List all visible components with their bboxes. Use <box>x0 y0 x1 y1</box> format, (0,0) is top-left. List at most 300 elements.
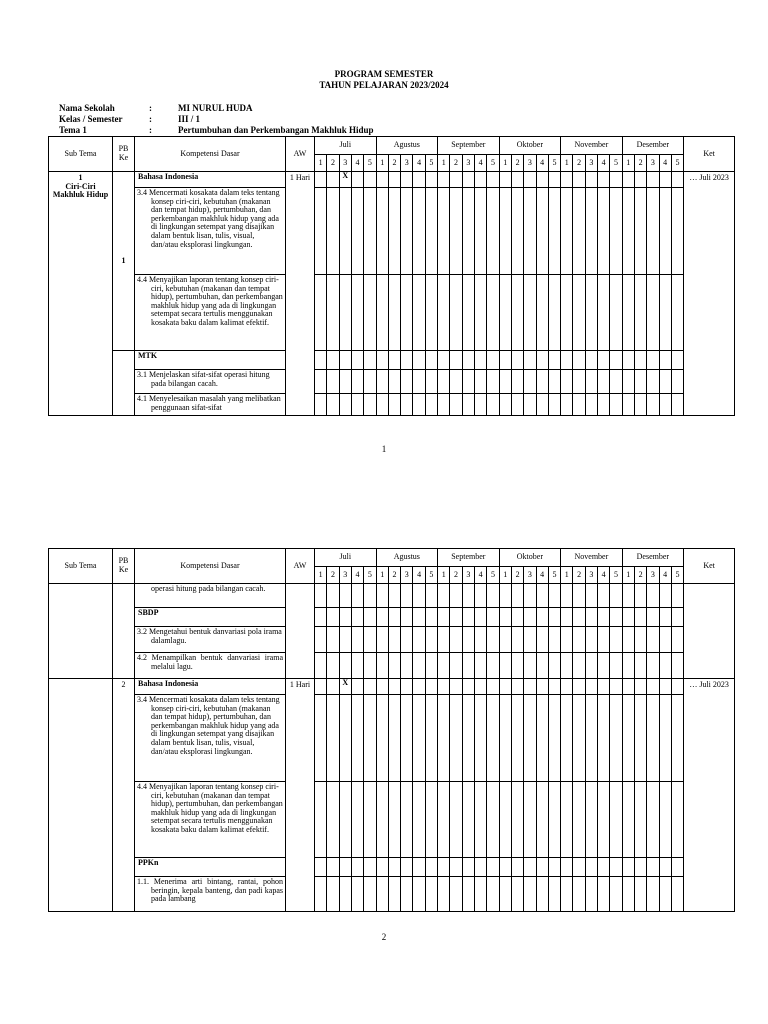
week-cell <box>511 653 523 679</box>
week-cell <box>450 627 462 653</box>
week-cell <box>425 584 437 608</box>
week-cell <box>548 653 560 679</box>
week-cell <box>401 627 413 653</box>
header-week: 3 <box>585 567 597 584</box>
week-cell <box>438 695 450 782</box>
header-week: 5 <box>671 155 683 172</box>
week-cell <box>585 695 597 782</box>
week-cell <box>376 627 388 653</box>
week-cell <box>364 627 376 653</box>
week-cell <box>474 172 486 188</box>
week-cell <box>487 627 499 653</box>
header-week: 1 <box>499 155 511 172</box>
week-cell <box>425 275 437 351</box>
week-cell <box>536 394 548 416</box>
week-cell <box>622 608 634 627</box>
week-cell <box>511 627 523 653</box>
week-cell <box>647 858 659 877</box>
week-cell <box>364 172 376 188</box>
week-cell <box>610 877 622 912</box>
week-cell <box>351 653 363 679</box>
week-cell <box>474 188 486 275</box>
header-week: 4 <box>598 155 610 172</box>
week-cell <box>364 653 376 679</box>
week-cell <box>561 394 573 416</box>
week-cell <box>511 370 523 394</box>
week-cell <box>598 679 610 695</box>
week-cell <box>388 275 400 351</box>
week-cell <box>315 275 327 351</box>
week-cell <box>561 351 573 370</box>
week-cell <box>450 608 462 627</box>
week-cell <box>671 275 683 351</box>
week-cell <box>548 679 560 695</box>
week-cell <box>598 584 610 608</box>
week-cell <box>462 653 474 679</box>
week-cell <box>401 608 413 627</box>
week-cell <box>351 188 363 275</box>
week-cell <box>499 679 511 695</box>
header-week: 2 <box>511 567 523 584</box>
week-cell <box>499 608 511 627</box>
week-cell <box>585 877 597 912</box>
week-cell <box>376 679 388 695</box>
week-cell <box>536 608 548 627</box>
header-month: Oktober <box>499 549 561 567</box>
header-week: 4 <box>351 155 363 172</box>
header-week: 4 <box>474 567 486 584</box>
week-cell <box>561 679 573 695</box>
week-cell <box>351 608 363 627</box>
header-month: Juli <box>315 549 377 567</box>
week-cell <box>573 858 585 877</box>
week-cell <box>376 188 388 275</box>
week-cell <box>474 608 486 627</box>
week-cell <box>388 877 400 912</box>
week-cell <box>610 679 622 695</box>
week-cell <box>622 858 634 877</box>
week-cell <box>659 584 671 608</box>
week-cell <box>425 172 437 188</box>
week-cell <box>561 584 573 608</box>
week-cell <box>647 188 659 275</box>
week-cell <box>401 858 413 877</box>
week-cell <box>511 351 523 370</box>
week-cell <box>315 627 327 653</box>
week-cell <box>634 877 646 912</box>
week-cell <box>585 782 597 858</box>
header-week: 4 <box>659 155 671 172</box>
kd-item: 1.1. Menerima arti bintang, rantai, pohon beringin, kepala banteng, dan padi kapas pada lambang <box>135 877 286 912</box>
week-cell <box>474 370 486 394</box>
kd-item: 3.2 Mengetahui bentuk danvariasi pola irama dalamlagu. <box>135 627 286 653</box>
week-cell <box>573 172 585 188</box>
header-aw: AW <box>286 549 315 584</box>
week-cell <box>487 351 499 370</box>
header-week: 4 <box>474 155 486 172</box>
week-cell <box>647 172 659 188</box>
week-cell <box>647 653 659 679</box>
week-cell <box>487 608 499 627</box>
week-cell <box>524 394 536 416</box>
week-cell <box>425 394 437 416</box>
week-cell <box>388 627 400 653</box>
week-cell <box>487 370 499 394</box>
week-cell <box>364 679 376 695</box>
week-cell <box>388 679 400 695</box>
week-cell <box>425 653 437 679</box>
week-cell <box>339 608 351 627</box>
header-week: 4 <box>536 567 548 584</box>
week-cell <box>364 782 376 858</box>
week-cell <box>647 608 659 627</box>
week-cell <box>647 627 659 653</box>
page-number: 2 <box>381 932 387 942</box>
info-school: Nama Sekolah : MI NURUL HUDA <box>59 103 253 113</box>
week-cell <box>388 351 400 370</box>
week-cell <box>327 627 339 653</box>
week-cell <box>622 782 634 858</box>
header-week: 3 <box>462 155 474 172</box>
week-cell <box>462 858 474 877</box>
week-cell <box>610 584 622 608</box>
week-cell <box>401 351 413 370</box>
week-cell <box>413 679 425 695</box>
week-cell <box>487 858 499 877</box>
header-week: 1 <box>622 155 634 172</box>
document-title: PROGRAM SEMESTER <box>334 69 434 79</box>
week-cell <box>388 653 400 679</box>
week-cell <box>671 351 683 370</box>
week-cell <box>499 394 511 416</box>
week-cell <box>659 782 671 858</box>
week-cell <box>450 584 462 608</box>
week-cell <box>376 695 388 782</box>
week-cell <box>376 172 388 188</box>
header-week: 3 <box>401 155 413 172</box>
week-cell <box>659 370 671 394</box>
week-cell <box>388 394 400 416</box>
week-cell <box>438 275 450 351</box>
week-cell <box>647 695 659 782</box>
week-cell <box>585 653 597 679</box>
week-cell <box>561 877 573 912</box>
week-cell <box>671 172 683 188</box>
week-cell <box>573 695 585 782</box>
week-cell <box>524 351 536 370</box>
header-week: 5 <box>671 567 683 584</box>
week-cell <box>438 782 450 858</box>
header-week: 5 <box>425 155 437 172</box>
header-week: 2 <box>388 567 400 584</box>
week-cell <box>339 394 351 416</box>
week-cell <box>351 351 363 370</box>
header-week: 5 <box>364 567 376 584</box>
week-cell <box>634 858 646 877</box>
week-cell <box>474 695 486 782</box>
week-cell <box>536 172 548 188</box>
week-cell <box>351 877 363 912</box>
week-cell <box>647 370 659 394</box>
week-cell <box>634 653 646 679</box>
week-cell <box>671 695 683 782</box>
week-cell <box>548 188 560 275</box>
week-cell <box>474 275 486 351</box>
week-cell <box>573 394 585 416</box>
week-cell <box>315 653 327 679</box>
header-week: 1 <box>622 567 634 584</box>
week-cell <box>413 172 425 188</box>
week-cell <box>462 275 474 351</box>
week-cell <box>585 858 597 877</box>
header-week: 5 <box>487 567 499 584</box>
week-cell <box>548 877 560 912</box>
subject-label: PPKn <box>135 858 286 877</box>
week-cell <box>438 653 450 679</box>
week-cell <box>376 275 388 351</box>
week-cell <box>598 858 610 877</box>
header-pb-ke: PB Ke <box>113 137 135 172</box>
program-table-page2 <box>48 548 735 912</box>
week-cell <box>622 695 634 782</box>
header-week: 3 <box>524 567 536 584</box>
document-subtitle: TAHUN PELAJARAN 2023/2024 <box>319 80 449 90</box>
week-cell <box>548 351 560 370</box>
week-cell <box>598 627 610 653</box>
week-cell <box>671 394 683 416</box>
week-cell <box>573 351 585 370</box>
week-cell <box>462 188 474 275</box>
week-cell <box>524 370 536 394</box>
week-cell <box>585 351 597 370</box>
week-cell <box>401 782 413 858</box>
week-cell <box>327 877 339 912</box>
week-cell <box>474 858 486 877</box>
week-cell <box>376 782 388 858</box>
week-cell <box>376 653 388 679</box>
week-cell <box>474 653 486 679</box>
week-cell <box>450 858 462 877</box>
week-cell <box>401 679 413 695</box>
header-week: 2 <box>634 567 646 584</box>
week-cell <box>474 877 486 912</box>
week-cell <box>413 370 425 394</box>
week-cell <box>548 858 560 877</box>
aw-cell: 1 Hari <box>286 679 315 912</box>
week-cell <box>536 679 548 695</box>
week-cell <box>511 877 523 912</box>
week-cell <box>610 351 622 370</box>
week-cell <box>536 877 548 912</box>
week-cell <box>524 877 536 912</box>
week-cell <box>634 172 646 188</box>
week-cell <box>401 877 413 912</box>
week-cell <box>413 584 425 608</box>
subject-label: Bahasa Indonesia <box>135 172 286 188</box>
header-week: 4 <box>351 567 363 584</box>
week-cell <box>511 188 523 275</box>
week-cell <box>585 584 597 608</box>
week-cell <box>634 608 646 627</box>
header-week: 3 <box>401 567 413 584</box>
header-kompetensi: Kompetensi Dasar <box>135 549 286 584</box>
week-cell <box>511 584 523 608</box>
week-cell <box>351 695 363 782</box>
header-week: 5 <box>364 155 376 172</box>
week-cell <box>364 877 376 912</box>
week-cell <box>339 584 351 608</box>
header-week: 3 <box>585 155 597 172</box>
week-cell <box>671 608 683 627</box>
week-cell <box>622 351 634 370</box>
week-cell <box>548 394 560 416</box>
week-cell <box>511 172 523 188</box>
week-cell <box>327 653 339 679</box>
week-cell <box>438 370 450 394</box>
week-cell <box>536 653 548 679</box>
kd-item: operasi hitung pada bilangan cacah. <box>135 584 286 608</box>
week-mark: X <box>339 679 351 695</box>
week-cell <box>671 188 683 275</box>
header-week: 4 <box>413 155 425 172</box>
week-cell <box>610 370 622 394</box>
week-cell <box>548 172 560 188</box>
week-cell <box>634 679 646 695</box>
week-cell <box>561 608 573 627</box>
week-cell <box>499 858 511 877</box>
week-cell <box>425 877 437 912</box>
week-cell <box>524 782 536 858</box>
week-cell <box>351 627 363 653</box>
week-cell <box>315 394 327 416</box>
week-cell <box>376 608 388 627</box>
week-cell <box>671 858 683 877</box>
week-cell <box>671 877 683 912</box>
week-cell <box>450 695 462 782</box>
week-cell <box>622 172 634 188</box>
week-cell <box>671 782 683 858</box>
week-cell <box>573 370 585 394</box>
week-cell <box>610 627 622 653</box>
header-week: 4 <box>659 567 671 584</box>
week-cell <box>401 394 413 416</box>
week-cell <box>511 782 523 858</box>
week-cell <box>499 782 511 858</box>
header-week: 5 <box>548 567 560 584</box>
ket-cell: … Juli 2023 <box>684 172 735 416</box>
kd-item: 4.1 Menyelesaikan masalah yang melibatkan penggunaan sifat-sifat <box>135 394 286 416</box>
week-cell <box>561 370 573 394</box>
week-cell <box>524 858 536 877</box>
week-cell <box>647 394 659 416</box>
week-cell <box>561 858 573 877</box>
week-cell <box>585 394 597 416</box>
week-cell <box>413 608 425 627</box>
week-cell <box>585 627 597 653</box>
week-cell <box>585 188 597 275</box>
week-cell <box>413 627 425 653</box>
week-cell <box>462 877 474 912</box>
week-cell <box>388 695 400 782</box>
week-cell <box>474 782 486 858</box>
week-cell <box>536 275 548 351</box>
week-cell <box>487 877 499 912</box>
week-cell <box>524 275 536 351</box>
week-cell <box>573 627 585 653</box>
week-cell <box>622 584 634 608</box>
kd-item: 3.4 Mencermati kosakata dalam teks tentang konsep ciri-ciri, kebutuhan (makanan dan tempat hidup), pertumbuhan, dan perkembangan makhluk hidup yang ada di lingkungan setempat yang disajikan dalam bentuk lisan, tulis, visual, dan/atau eksplorasi lingkungan. <box>135 188 286 275</box>
week-cell <box>339 627 351 653</box>
week-cell <box>548 627 560 653</box>
header-week: 1 <box>499 567 511 584</box>
header-month: September <box>438 137 500 155</box>
week-cell <box>388 584 400 608</box>
week-cell <box>351 584 363 608</box>
week-cell <box>659 351 671 370</box>
week-cell <box>598 608 610 627</box>
week-cell <box>413 394 425 416</box>
week-cell <box>425 608 437 627</box>
week-cell <box>450 172 462 188</box>
week-cell <box>388 188 400 275</box>
header-week: 2 <box>388 155 400 172</box>
week-cell <box>536 782 548 858</box>
week-cell <box>622 370 634 394</box>
week-cell <box>450 370 462 394</box>
week-cell <box>364 351 376 370</box>
week-cell <box>511 394 523 416</box>
week-cell <box>315 782 327 858</box>
header-week: 5 <box>487 155 499 172</box>
week-cell <box>499 627 511 653</box>
week-cell <box>499 695 511 782</box>
week-cell <box>499 275 511 351</box>
week-cell <box>487 172 499 188</box>
week-cell <box>425 695 437 782</box>
week-cell <box>351 858 363 877</box>
week-cell <box>598 653 610 679</box>
header-week: 4 <box>413 567 425 584</box>
program-table-page1 <box>48 136 735 416</box>
week-cell <box>610 394 622 416</box>
week-cell <box>511 275 523 351</box>
week-cell <box>462 627 474 653</box>
week-cell <box>634 188 646 275</box>
week-cell <box>585 679 597 695</box>
week-cell <box>401 584 413 608</box>
week-cell <box>364 370 376 394</box>
week-cell <box>536 695 548 782</box>
week-cell <box>327 275 339 351</box>
week-cell <box>634 394 646 416</box>
week-cell <box>499 584 511 608</box>
week-cell <box>376 584 388 608</box>
week-cell <box>474 351 486 370</box>
header-week: 3 <box>647 567 659 584</box>
week-cell <box>524 653 536 679</box>
week-cell <box>536 584 548 608</box>
header-week: 3 <box>524 155 536 172</box>
week-cell <box>573 584 585 608</box>
week-cell <box>561 653 573 679</box>
header-week: 4 <box>598 567 610 584</box>
week-cell <box>425 351 437 370</box>
sub-tema-cell: 1 Ciri-Ciri Makhluk Hidup <box>49 172 113 416</box>
week-cell <box>536 188 548 275</box>
week-cell <box>388 608 400 627</box>
week-cell <box>511 679 523 695</box>
week-cell <box>413 695 425 782</box>
